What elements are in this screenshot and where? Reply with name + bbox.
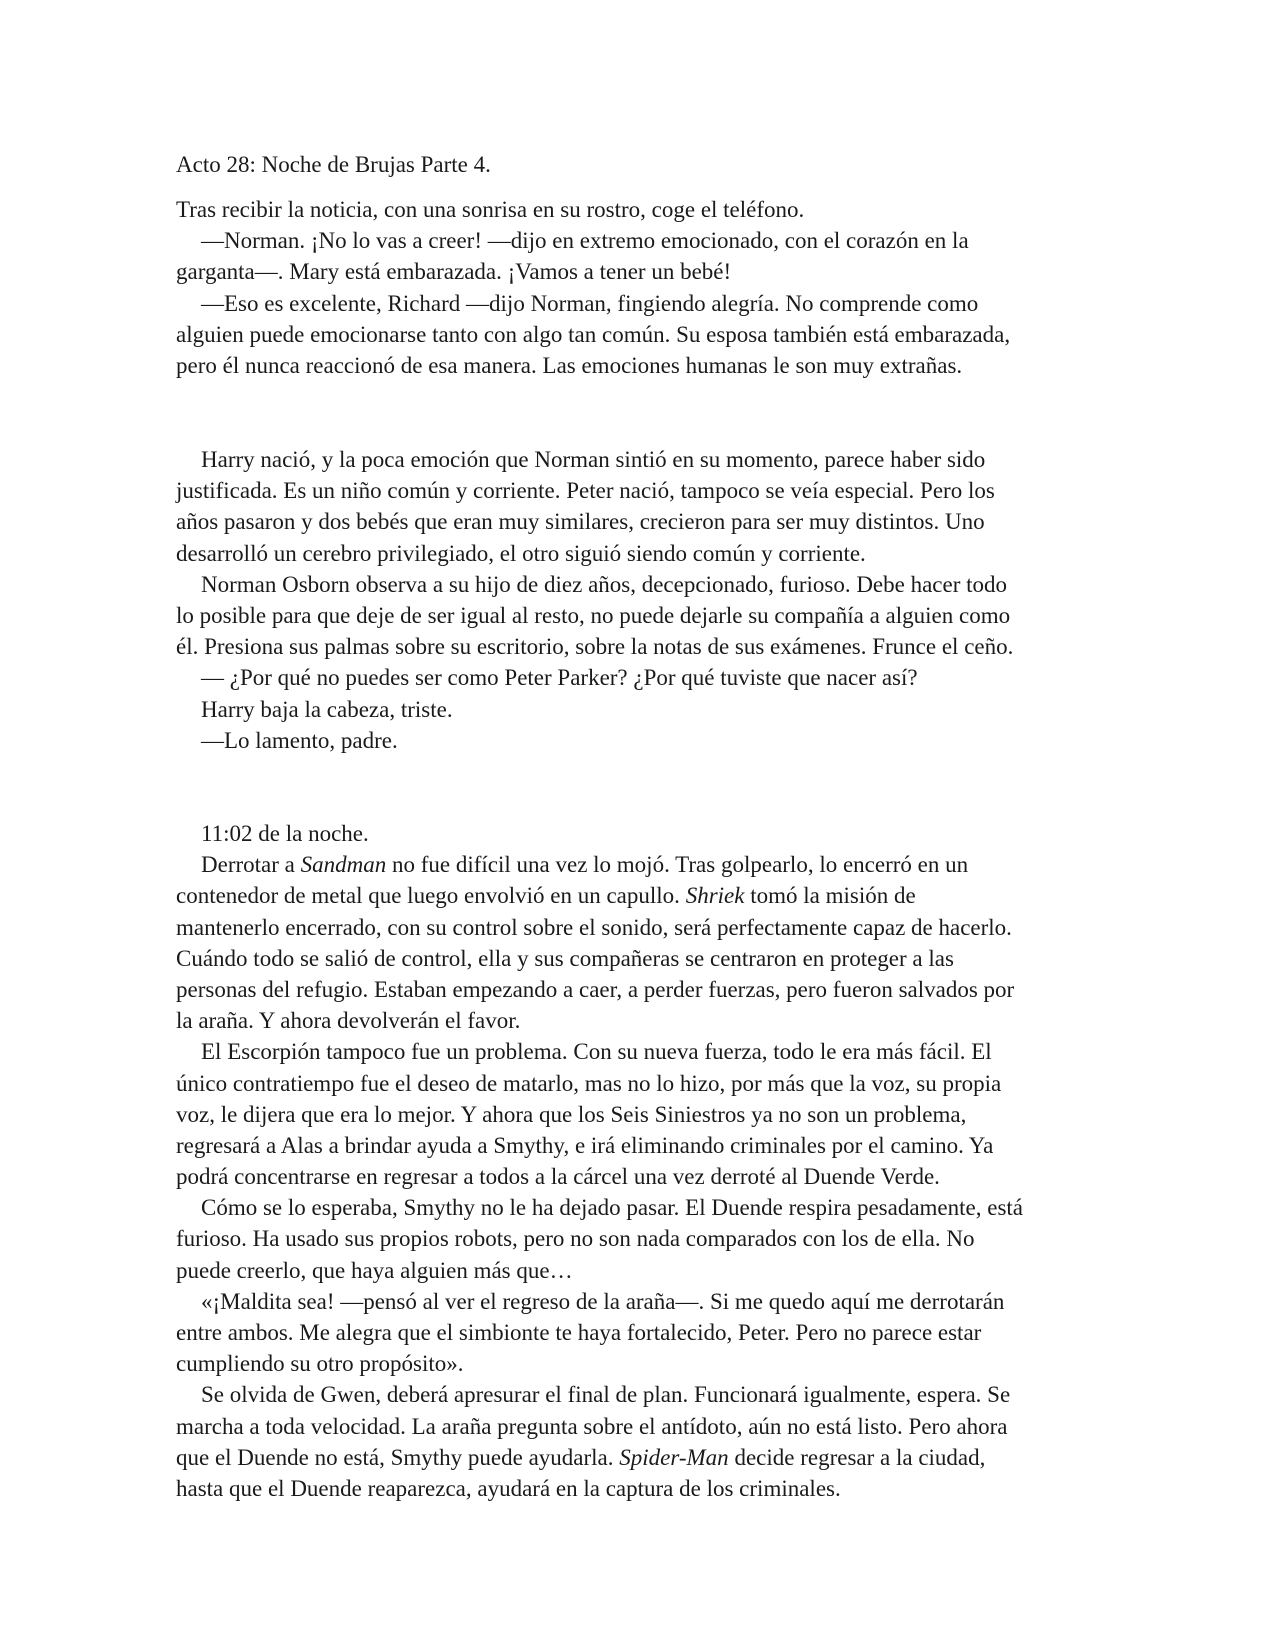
text-line: —Norman. ¡No lo vas a creer! —dijo en extremo emocionado, con el corazón en la — [201, 228, 969, 254]
text-run: la araña. Y ahora devolverán el favor. — [176, 1008, 521, 1034]
text-line: lo posible para que deje de ser igual al resto, no puede dejarle su compañía a alguien como — [176, 602, 1011, 628]
text-run: tomó la misión de — [744, 883, 916, 909]
section-night — [176, 818, 1096, 1504]
text-run: único contratiempo fue el deseo de matarlo, mas no lo hizo, por más que la voz, su propia — [176, 1070, 1002, 1096]
text-line — [176, 1192, 1096, 1223]
section-childhood — [176, 444, 1096, 756]
text-line — [176, 1005, 1096, 1036]
text-run: entre ambos. Me alegra que el simbionte te haya fortalecido, Peter. Pero no parece estar — [176, 1320, 982, 1345]
text-line — [176, 1036, 1096, 1067]
text-line — [176, 1068, 1096, 1099]
text-line — [176, 1411, 1096, 1442]
text-run: contenedor de metal que luego envolvió en un capullo. — [176, 883, 686, 909]
text-run: Cómo se lo esperaba, Smythy no le ha dejado pasar. El Duende respira pesadamente, está — [201, 1195, 1023, 1221]
italic-name: Spider-Man — [619, 1444, 729, 1470]
text-line: Harry nació, y la poca emoción que Norman sintió en su momento, parece haber sido — [201, 447, 986, 472]
text-line — [176, 1348, 1096, 1379]
text-run: no fue difícil una vez lo mojó. Tras golpearlo, lo encerró en un — [386, 852, 969, 878]
text-run: hasta que el Duende reaparezca, ayudará en la captura de los criminales. — [176, 1475, 841, 1501]
text-run: voz, le dijera que era lo mejor. Y ahora que los Seis Siniestros ya no son un problema, — [176, 1101, 967, 1127]
text-line — [176, 1161, 1096, 1192]
text-line — [176, 1130, 1096, 1161]
text-run: furioso. Ha usado sus propios robots, pero no son nada comparados con los de ella. No — [176, 1226, 975, 1252]
text-run: cumpliendo su otro propósito». — [176, 1351, 464, 1377]
text-run: «¡Maldita sea! —pensó al ver el regreso de la araña—. Si me quedo aquí me derrotarán — [201, 1288, 1005, 1314]
text-line: —Lo lamento, padre. — [201, 727, 398, 753]
text-line — [176, 1379, 1096, 1410]
text-line — [176, 943, 1096, 974]
section-phone-call — [176, 194, 1096, 381]
text-line — [176, 974, 1096, 1005]
text-run: mantenerlo encerrado, con su control sobre el sonido, será perfectamente capaz de hacerlo. — [176, 914, 1012, 940]
text-line: Tras recibir la noticia, con una sonrisa en su rostro, coge el teléfono. — [176, 197, 805, 222]
text-run: podrá concentrarse en regresar a todos a la cárcel una vez derroté al Duende Verde. — [176, 1164, 940, 1190]
text-run: El Escorpión tampoco fue un problema. Con su nueva fuerza, todo le era más fácil. El — [201, 1039, 992, 1065]
text-run: marcha a toda velocidad. La araña pregunta sobre el antídoto, aún no está listo. Pero ahora — [176, 1413, 1008, 1439]
italic-name: Sandman — [300, 852, 387, 878]
text-line — [176, 818, 1096, 849]
text-run: puede creerlo, que haya alguien más que… — [176, 1257, 573, 1283]
chapter-title: Acto 28: Noche de Brujas Parte 4. — [176, 152, 491, 177]
text-run: que el Duende no está, Smythy puede ayudarla. — [176, 1444, 620, 1470]
text-line — [176, 1255, 1096, 1286]
text-line: justificada. Es un niño común y corriente. Peter nació, tampoco se veía especial. Pero los — [176, 478, 995, 504]
text-run: regresará a Alas a brindar ayuda a Smythy, e irá eliminando criminales por el camino. Ya — [176, 1132, 994, 1158]
text-run: personas del refugio. Estaban empezando a caer, a perder fuerzas, pero fueron salvados por — [176, 976, 1015, 1002]
text-line — [176, 1442, 1096, 1473]
text-line — [176, 849, 1096, 880]
text-run: 11:02 de la noche. — [201, 821, 369, 846]
text-line: él. Presiona sus palmas sobre su escritorio, sobre la notas de sus exámenes. Frunce el ceño. — [176, 634, 1014, 660]
text-run: Cuándo todo se salió de control, ella y sus compañeras se centraron en proteger a las — [176, 945, 954, 971]
italic-name: Shriek — [685, 883, 745, 909]
text-run: Se olvida de Gwen, deberá apresurar el final de plan. Funcionará igualmente, espera. Se — [201, 1382, 1011, 1408]
text-line: Harry baja la cabeza, triste. — [201, 696, 453, 722]
text-line — [176, 1286, 1096, 1317]
text-line — [176, 1099, 1096, 1130]
text-run: decide regresar a la ciudad, — [728, 1444, 986, 1470]
text-line — [176, 912, 1096, 943]
text-line: garganta—. Mary está embarazada. ¡Vamos a tener un bebé! — [176, 259, 732, 285]
text-line: Norman Osborn observa a su hijo de diez años, decepcionado, furioso. Debe hacer todo — [201, 571, 1008, 597]
text-line: años pasaron y dos bebés que eran muy similares, crecieron para ser muy distintos. Uno — [176, 509, 985, 535]
text-line — [176, 880, 1096, 911]
text-run: Derrotar a — [201, 852, 301, 878]
text-line: alguien puede emocionarse tanto con algo tan común. Su esposa también está embarazada, — [176, 321, 1011, 347]
text-line — [176, 1317, 1096, 1348]
text-line — [176, 1223, 1096, 1254]
text-line: pero él nunca reaccionó de esa manera. Las emociones humanas le son muy extrañas. — [176, 352, 963, 378]
text-line — [176, 1473, 1096, 1504]
text-line: — ¿Por qué no puedes ser como Peter Parker? ¿Por qué tuviste que nacer así? — [201, 665, 918, 691]
text-line: desarrolló un cerebro privilegiado, el otro siguió siendo común y corriente. — [176, 540, 866, 566]
text-line: —Eso es excelente, Richard —dijo Norman, fingiendo alegría. No comprende como — [201, 290, 979, 316]
